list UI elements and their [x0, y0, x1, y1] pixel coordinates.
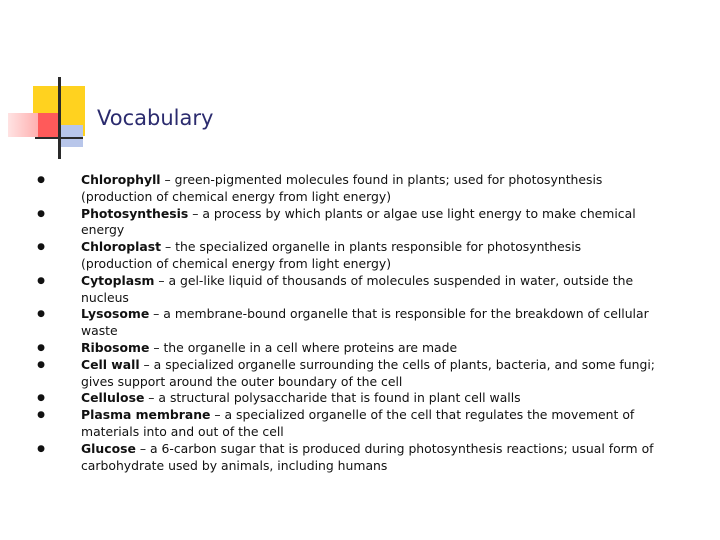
vocabulary-term: Photosynthesis	[81, 205, 189, 221]
slide-title: Vocabulary	[97, 106, 214, 130]
vocabulary-term: Glucose	[81, 440, 136, 456]
vocabulary-term: Cytoplasm	[81, 272, 155, 288]
bullet-icon: ●	[37, 393, 45, 404]
vocabulary-item	[36, 206, 656, 240]
vocabulary-item	[36, 306, 656, 340]
slide-logo-graphic	[0, 0, 100, 170]
vocabulary-term: Lysosome	[81, 306, 150, 322]
logo-blue-square	[61, 125, 83, 147]
logo-red-square	[38, 113, 60, 137]
bullet-icon: ●	[37, 175, 45, 185]
vocabulary-term: Chlorophyll	[81, 172, 161, 187]
vocabulary-list	[36, 172, 656, 474]
vocabulary-item	[36, 390, 656, 407]
vocabulary-term: Ribosome	[81, 339, 150, 355]
vocabulary-definition: – a process by which plants or algae use light energy to make chemical energy	[81, 205, 636, 238]
bullet-icon: ●	[37, 309, 45, 320]
bullet-icon: ●	[37, 443, 45, 454]
logo-vertical-line	[58, 77, 61, 159]
logo-horizontal-line	[35, 137, 83, 139]
vocabulary-item	[36, 441, 656, 475]
bullet-icon: ●	[37, 208, 45, 219]
bullet-icon: ●	[37, 359, 45, 370]
vocabulary-item	[36, 407, 656, 441]
vocabulary-item	[36, 357, 656, 391]
bullet-icon: ●	[37, 275, 45, 286]
vocabulary-term: Chloroplast	[81, 239, 162, 255]
vocabulary-item	[36, 340, 656, 357]
vocabulary-definition: – the specialized organelle in plants responsible for photosynthesis (production of chemical energy from light energy)	[81, 239, 582, 271]
vocabulary-definition: – a specialized organelle of the cell that regulates the movement of materials into and out of the cell	[81, 407, 635, 439]
vocabulary-definition: – a 6-carbon sugar that is produced during photosynthesis reactions; usual form of carbohydrate used by animals, including humans	[81, 440, 654, 473]
vocabulary-definition: – a structural polysaccharide that is found in plant cell walls	[144, 390, 521, 406]
vocabulary-definition: – the organelle in a cell where proteins are made	[149, 339, 458, 355]
vocabulary-definition: – a specialized organelle surrounding the cells of plants, bacteria, and some fungi; gives support around the outer boundary of the cell	[81, 356, 655, 389]
bullet-icon: ●	[37, 410, 45, 421]
vocabulary-term: Cellulose	[81, 390, 145, 406]
vocabulary-definition: – a gel-like liquid of thousands of molecules suspended in water, outside the nucleus	[81, 272, 634, 305]
vocabulary-term: Cell wall	[81, 356, 140, 372]
vocabulary-term: Plasma membrane	[81, 407, 211, 423]
vocabulary-definition: – green-pigmented molecules found in plants; used for photosynthesis (production of chemical energy from light energy)	[81, 172, 603, 204]
vocabulary-item	[36, 239, 656, 273]
bullet-icon: ●	[37, 342, 45, 353]
bullet-icon: ●	[37, 242, 45, 253]
vocabulary-item	[36, 273, 656, 307]
vocabulary-definition: – a membrane-bound organelle that is responsible for the breakdown of cellular waste	[81, 306, 649, 339]
vocabulary-item	[36, 172, 656, 206]
